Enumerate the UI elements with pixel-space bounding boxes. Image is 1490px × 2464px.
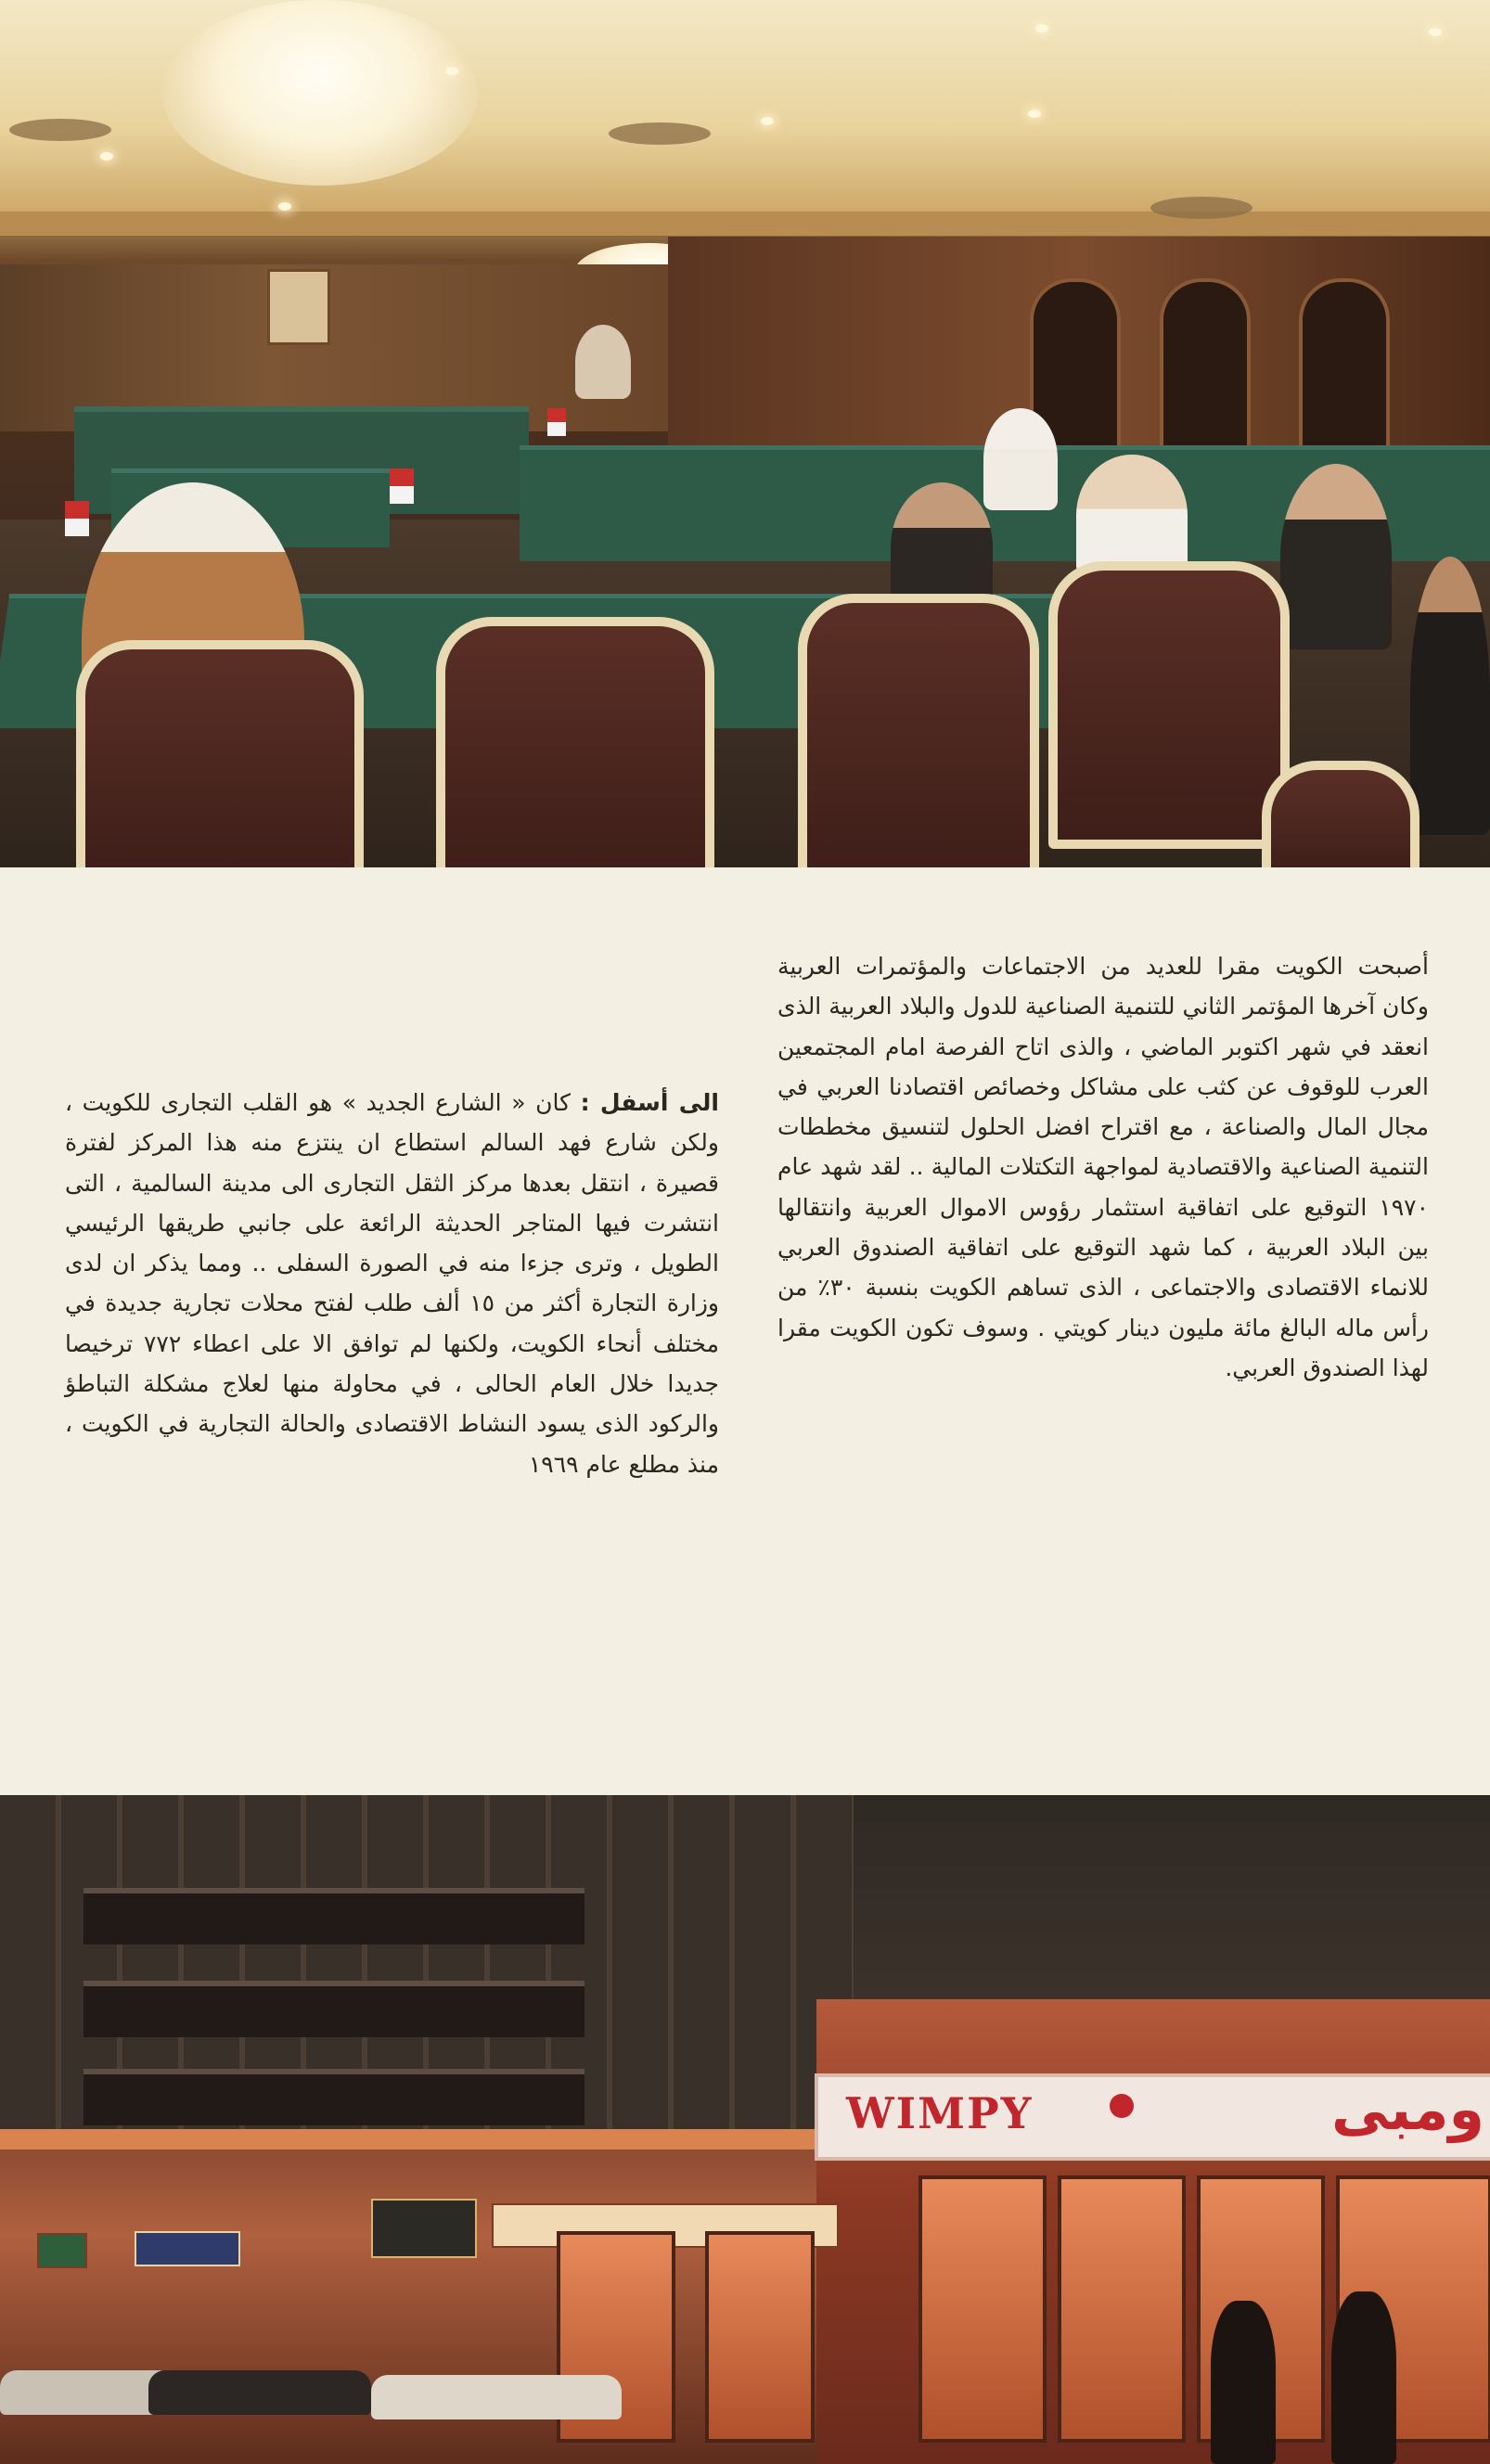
pedestrian (1331, 2291, 1396, 2464)
shop-sign (135, 2231, 240, 2266)
wimpy-sign-arabic: ومبى (1331, 2075, 1484, 2143)
chair (1262, 761, 1419, 867)
wimpy-sign-latin: WIMPY (846, 2088, 1034, 2138)
delegate (1076, 455, 1188, 575)
chair (1048, 561, 1290, 849)
pedestrian (1211, 2301, 1276, 2464)
shop-window (918, 2175, 1047, 2443)
article-right-column: أصبحت الكويت مقرا للعديد من الاجتماعات والمؤتمرات العربية وكان آخرها المؤتمر الثاني للتنمية الصناعية للدول والبلاد العربية الذى انعقد في شهر اكتوبر الماضي ، والذى اتاح الفرصة امام المجتمعين العرب للوقوف عن كثب على مشاكل وخصائص اقتصادنا العربي في مجال المال والصناعة ، مع اقتراح افضل الحلول لتنسيق مخططات التنمية الصناعية والاقتصادية لمواجهة التكتلات المالية .. لقد شهد عام ١٩٧٠ التوقيع على اتفاقية استثمار رؤوس الاموال العربية وانتقالها بين البلاد العربية ، كما شهد التوقيع على اتفاقية الصندوق العربي للانماء الاقتصادى والاجتماعى ، الذى تساهم الكويت بنسبة ٣٠٪ من رأس ماله البالغ مائة مليون دينار كويتي . وسوف تكون الكويت مقرا لهذا الصندوق العربي. (777, 953, 1429, 1381)
delegate (1280, 464, 1392, 649)
shop-window (705, 2231, 815, 2443)
chair (798, 594, 1039, 867)
chair (436, 617, 714, 867)
parked-car (148, 2370, 371, 2415)
conference-photo (0, 0, 1490, 867)
chandelier (162, 0, 478, 186)
delegate (575, 325, 631, 399)
flag (65, 501, 89, 536)
shop-sign (37, 2233, 87, 2268)
portrait-frame (267, 269, 330, 345)
caption-heading: الى أسفل : (580, 1089, 719, 1116)
parked-car (371, 2375, 622, 2419)
chair (76, 640, 364, 867)
shop-window (1058, 2175, 1186, 2443)
street-photo (0, 1795, 1490, 2464)
delegate (891, 482, 993, 612)
delegate (1410, 557, 1490, 835)
flag (547, 408, 566, 436)
flag (390, 468, 414, 504)
caption-body: كان « الشارع الجديد » هو القلب التجارى للكويت ، ولكن شارع فهد السالم استطاع ان ينتزع منه هذا المركز لفترة قصيرة ، انتقل بعدها مركز الثقل التجارى الى مدينة السالمية ، التى انتشرت فيها المتاجر الحديثة الرائعة على جانبي طريقها الرئيسي الطويل ، وترى جزءا منه في الصورة السفلى .. ومما يذكر ان لدى وزارة التجارة أكثر من ١٥ ألف طلب لفتح محلات تجارية جديدة في مختلف أنحاء الكويت، ولكنها لم توافق الا على اعطاء ٧٧٢ ترخيصا جديدا خلال العام الحالى ، في محاولة منها لعلاج مشكلة التباطؤ والركود الذى يسود النشاط الاقتصادى والحالة التجارية في الكويت ، منذ مطلع عام ١٩٦٩ (65, 1089, 719, 1478)
shop-sign (371, 2199, 477, 2258)
wimpy-logo-mark (1110, 2094, 1134, 2118)
delegate (983, 408, 1058, 510)
article-left-column (65, 1083, 719, 1484)
